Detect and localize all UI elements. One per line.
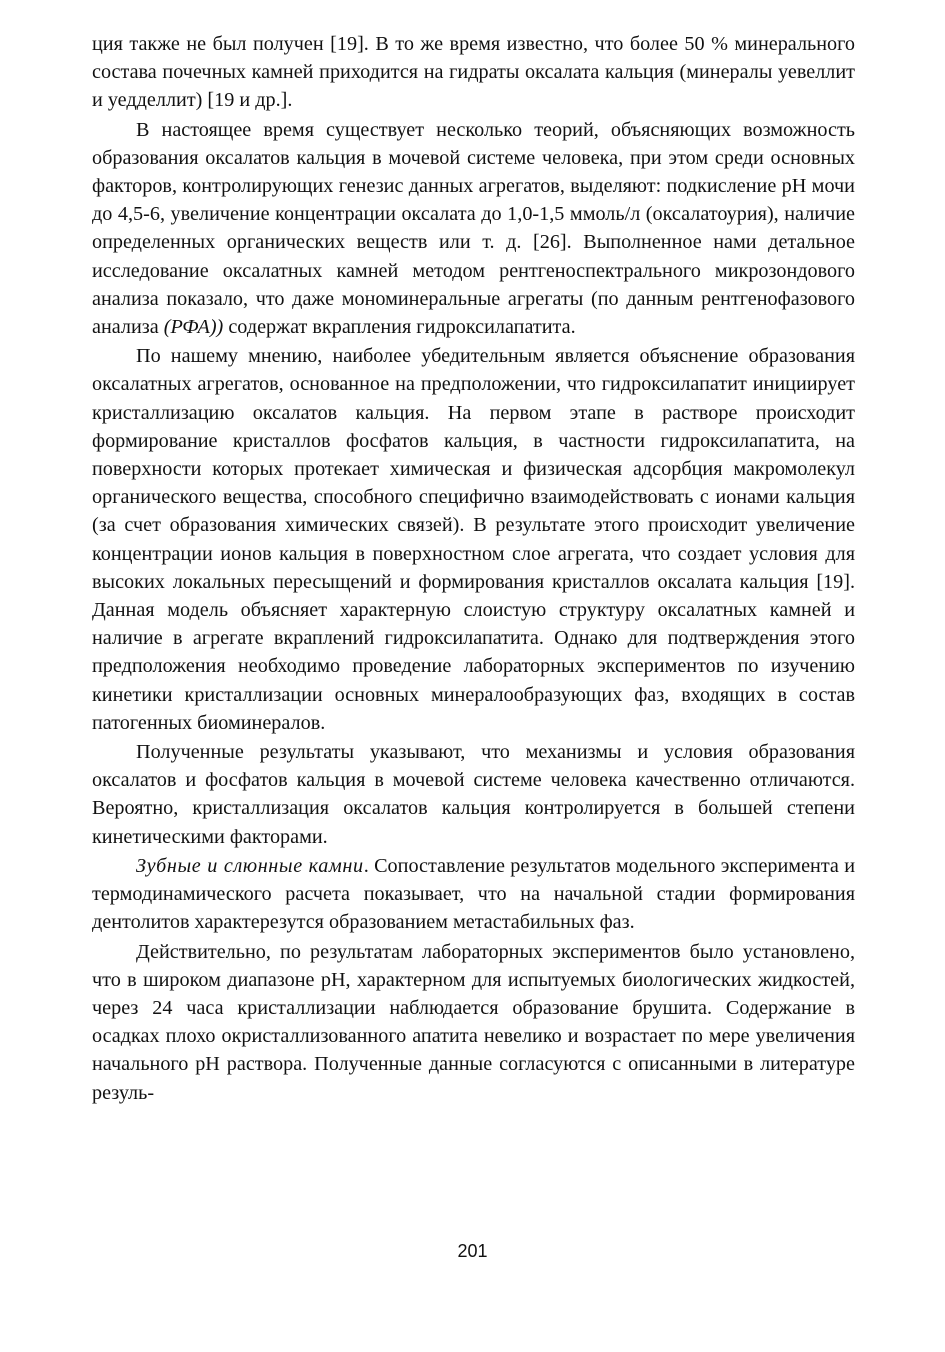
paragraph-results: Полученные результаты указывают, что механизмы и условия образования оксалатов и фосфатов кальция в мочевой системе человека качественно отличаются. Вероятно, кристаллизация оксалатов кальция контролируется в большей степени кинетическими факторами. <box>92 741 855 848</box>
paragraph-theories-text-end: содержат вкрапления гидроксилапатита. <box>223 316 576 339</box>
paragraph-theories <box>92 116 855 342</box>
paragraph-dental-stones <box>92 852 855 937</box>
paragraph-lab-experiments: Действительно, по результатам лабораторных экспериментов было установлено, что в широком диапазоне pH, характерном для испытуемых биологических жидкостей, через 24 часа кристаллизации наблюдается образование брушита. Содержание в осадках плохо окристаллизованного апатита невелико и возрастает по мере увеличения начального pH раствора. Полученные данные согласуются с описанными в литературе резуль- <box>92 940 855 1104</box>
paragraph-theories-text-start: В настоящее время существует несколько теорий, объясняющих возможность образования оксалатов кальция в мочевой системе человека, при этом среди основных факторов, контролирующих генезис данных агрегатов, выделяют: подкисление pH мочи до 4,5-6, увеличение концентрации оксалата до 1,0-1,5 ммоль/л (оксалатоурия), наличие определенных органических веществ или т. д. [26]. Выполненное нами детальное исследование оксалатных камней методом рентгеноспектрального микрозондового анализа показало, что даже мономинеральные агрегаты (по данным рентгенофазового анализа <box>92 118 855 339</box>
page-number: 201 <box>457 1241 488 1261</box>
section-lead-italic: Зубные и слюнные камни <box>136 854 364 877</box>
paragraph-continuation: ция также не был получен [19]. В то же время известно, что более 50 % минерального состава почечных камней приходится на гидраты оксалата кальция (минералы уевеллит и уедделлит) [19 и др.]. <box>92 33 855 112</box>
page-body <box>92 30 855 1107</box>
paragraph-dental-stones-text: . Сопоставление результатов модельного эксперимента и термодинамического расчета показывает, что на начальной стадии формирования дентолитов характерезутся образованием метастабильных фаз. <box>92 854 855 934</box>
abbreviation-rfa: (РФА)) <box>163 316 224 339</box>
paragraph-opinion: По нашему мнению, наиболее убедительным является объяснение образования оксалатных агрегатов, основанное на предположении, что гидроксилапатит инициирует кристаллизацию оксалатов кальция. На первом этапе в растворе происходит формирование кристаллов фосфатов кальция, в частности гидроксилапатита, на поверхности которых протекает химическая и физическая адсорбция макромолекул органического вещества, способного специфично взаимодействовать с ионами кальция (за счет образования химических связей). В результате этого происходит увеличение концентрации ионов кальция в поверхностном слое агрегата, что создает условия для высоких локальных пересыщений и формирования кристаллов оксалата кальция [19]. Данная модель объясняет характерную слоистую структуру оксалатных камней и наличие в агрегате вкраплений гидроксилапатита. Однако для подтверждения этого предположения необходимо проведение лабораторных экспериментов по изучению кинетики кристаллизации основных минералообразующих фаз, входящих в состав патогенных биоминералов. <box>92 345 855 734</box>
